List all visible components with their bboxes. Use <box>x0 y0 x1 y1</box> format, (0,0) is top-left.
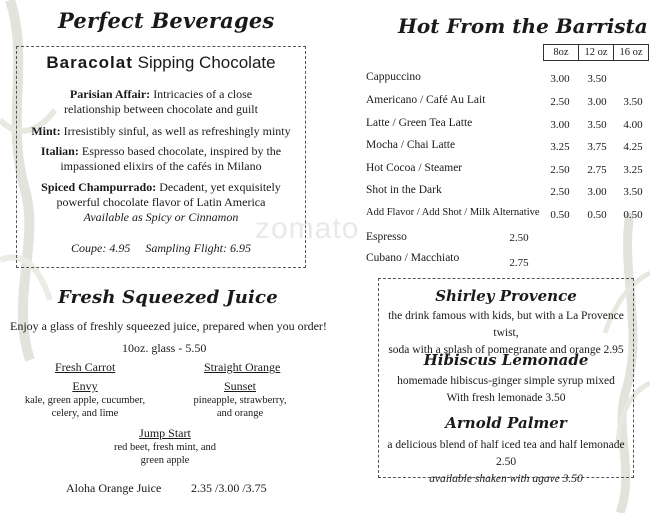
drink-price: 3.00 <box>550 119 570 131</box>
barrista-title: Hot From the Barrista <box>398 14 648 38</box>
size-8oz: 8oz <box>544 45 579 60</box>
brand-name: Baracolat <box>46 53 133 72</box>
beverages-title: Perfect Beverages <box>58 8 275 33</box>
drink-name: Cappuccino <box>366 71 421 83</box>
drink-price: 0.50 <box>587 209 607 221</box>
special-shirley-desc: the drink famous with kids, but with a La Provence twist, soda with a splash of pomegranate and orange 2.95 <box>388 310 624 356</box>
drink-price: 0.50 <box>550 209 570 221</box>
drink-price: 0.50 <box>623 209 643 221</box>
drink-price: 4.25 <box>623 141 643 153</box>
drink-price: 3.00 <box>587 96 607 108</box>
chocolate-item: Mint: Irresistibly sinful, as well as refreshingly minty <box>31 124 291 138</box>
drink-price: 3.75 <box>587 141 607 153</box>
juice-sunset: Sunset pineapple, strawberry, and orange <box>193 379 287 419</box>
juice-size-price: 10oz. glass - 5.50 <box>122 341 207 355</box>
juice-jump-start: Jump Start red beet, fresh mint, and green apple <box>113 426 217 466</box>
drink-price: 2.50 <box>550 186 570 198</box>
special-shirley-title: Shirley Provence <box>435 287 577 305</box>
drink-espresso-name: Espresso <box>366 231 407 243</box>
drink-price: 3.50 <box>623 186 643 198</box>
juice-straight-orange: Straight Orange <box>204 360 281 374</box>
juice-aloha-name: Aloha Orange Juice <box>66 481 162 495</box>
special-hibiscus-title: Hibiscus Lemonade <box>423 351 589 369</box>
drink-price: 3.50 <box>587 73 607 85</box>
drink-price: 3.50 <box>623 96 643 108</box>
size-16oz: 16 oz <box>619 47 643 58</box>
drink-cubano-price: 2.75 <box>509 257 529 269</box>
chocolate-item: Italian: Espresso based chocolate, inspired by the impassioned elixirs of the cafés in Milano <box>40 144 282 173</box>
drink-name: Mocha / Chai Latte <box>366 139 456 151</box>
drink-price: 2.50 <box>550 164 570 176</box>
drink-name: Add Flavor / Add Shot / Milk Alternative <box>366 207 540 218</box>
drink-price: 3.00 <box>550 73 570 85</box>
drink-cubano-name: Cubano / Macchiato <box>366 252 460 264</box>
size-header <box>543 44 649 61</box>
drink-price: 3.25 <box>623 164 643 176</box>
drink-price: 2.50 <box>550 96 570 108</box>
drink-price: 3.00 <box>587 186 607 198</box>
drink-price: 2.75 <box>587 164 607 176</box>
specials-box <box>378 278 634 485</box>
juice-fresh-carrot: Fresh Carrot <box>55 360 116 374</box>
chocolate-item: Parisian Affair: Intricacies of a close relationship between chocolate and guilt <box>64 87 258 116</box>
size-12oz: 12 oz <box>579 45 614 60</box>
juice-envy: Envy kale, green apple, cucumber, celery, and lime <box>24 379 146 419</box>
drink-price: 4.00 <box>623 119 643 131</box>
drink-name: Shot in the Dark <box>366 184 442 196</box>
drink-name: Hot Cocoa / Steamer <box>366 162 463 174</box>
special-hibiscus-desc: homemade hibiscus-ginger simple syrup mixed With fresh lemonade 3.50 <box>397 375 615 404</box>
chocolate-heading <box>17 53 305 73</box>
juice-aloha-price: 2.35 /3.00 /3.75 <box>191 481 267 495</box>
special-arnold-desc: a delicious blend of half iced tea and half lemonade 2.50 available shaken with agave 3.50 <box>387 439 625 485</box>
special-arnold-title: Arnold Palmer <box>445 414 567 432</box>
chocolate-subtitle: Sipping Chocolate <box>137 53 276 72</box>
chocolate-box <box>16 46 306 268</box>
drink-name: Americano / Café Au Lait <box>366 94 486 106</box>
drink-espresso-price: 2.50 <box>509 232 529 244</box>
watermark: zomato <box>255 212 360 245</box>
drink-name: Latte / Green Tea Latte <box>366 117 473 129</box>
chocolate-item: Spiced Champurrado: Decadent, yet exquisitely powerful chocolate flavor of Latin America Available as Spicy or Cinnamon <box>41 180 281 224</box>
juice-title: Fresh Squeezed Juice <box>58 287 278 308</box>
chocolate-prices: Coupe: 4.95 Sampling Flight: 6.95 <box>71 241 251 255</box>
juice-intro: Enjoy a glass of freshly squeezed juice, prepared when you order! <box>10 319 327 333</box>
drink-price: 3.50 <box>587 119 607 131</box>
drink-price: 3.25 <box>550 141 570 153</box>
